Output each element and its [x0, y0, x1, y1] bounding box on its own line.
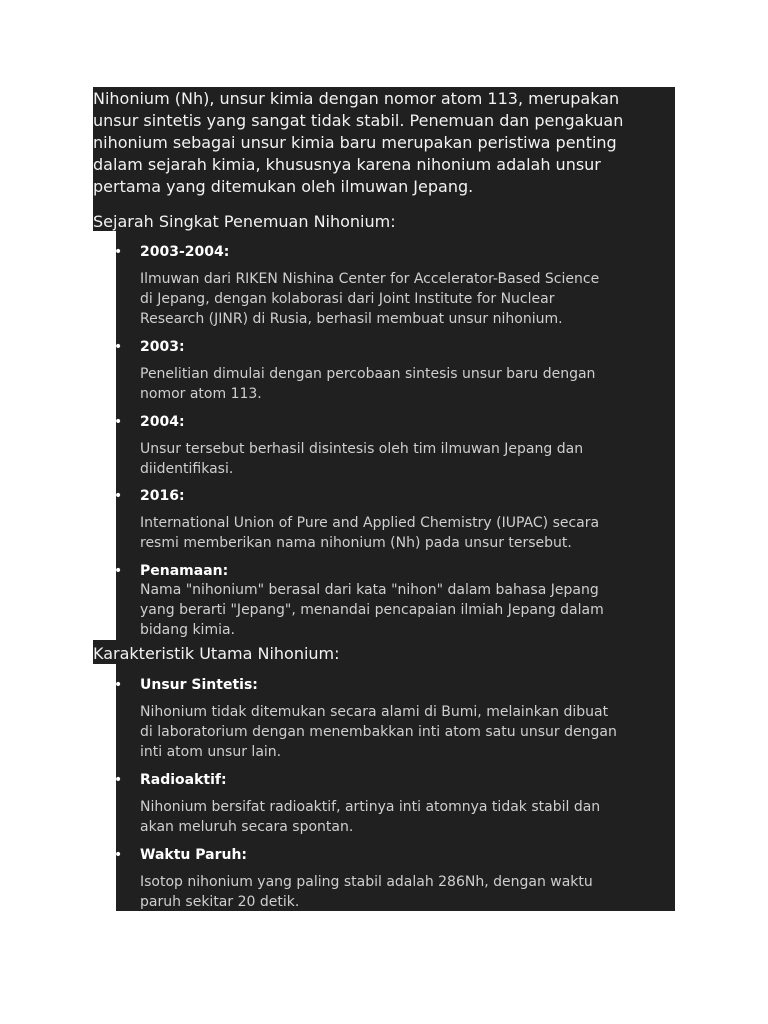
bullet: •: [114, 563, 123, 579]
bullet: •: [114, 244, 123, 260]
item-description: Unsur tersebut berhasil disintesis oleh tim ilmuwan Jepang dan: [140, 441, 584, 457]
intro-line: dalam sejarah kimia, khususnya karena nihonium adalah unsur: [93, 155, 601, 174]
item-description: inti atom unsur lain.: [140, 744, 282, 760]
item-description: Ilmuwan dari RIKEN Nishina Center for Accelerator-Based Science: [140, 271, 600, 287]
item-description: International Union of Pure and Applied Chemistry (IUPAC) secara: [140, 515, 600, 531]
intro-line: pertama yang ditemukan oleh ilmuwan Jepang.: [93, 177, 474, 196]
bullet: •: [114, 772, 123, 788]
item-description: nomor atom 113.: [140, 386, 262, 402]
item-term: Penamaan:: [140, 563, 229, 579]
item-description: Isotop nihonium yang paling stabil adalah 286Nh, dengan waktu: [140, 874, 593, 890]
intro-line: nihonium sebagai unsur kimia baru merupakan peristiwa penting: [93, 133, 617, 152]
intro-line: Nihonium (Nh), unsur kimia dengan nomor atom 113, merupakan: [93, 89, 620, 108]
item-description: diidentifikasi.: [140, 461, 234, 477]
item-description: Nama "nihonium" berasal dari kata "nihon" dalam bahasa Jepang: [140, 582, 599, 598]
item-term: 2003-2004:: [140, 244, 230, 260]
item-description: yang berarti "Jepang", menandai pencapaian ilmiah Jepang dalam: [140, 602, 604, 618]
item-description: di Jepang, dengan kolaborasi dari Joint Institute for Nuclear: [140, 291, 555, 307]
item-description: Research (JINR) di Rusia, berhasil membuat unsur nihonium.: [140, 311, 563, 327]
item-description: resmi memberikan nama nihonium (Nh) pada unsur tersebut.: [140, 535, 572, 551]
item-term: 2003:: [140, 339, 185, 355]
history-heading: Sejarah Singkat Penemuan Nihonium:: [93, 212, 396, 231]
item-term: 2004:: [140, 414, 185, 430]
item-description: akan meluruh secara spontan.: [140, 819, 354, 835]
item-description: bidang kimia.: [140, 622, 236, 638]
item-term: Waktu Paruh:: [140, 847, 248, 863]
bullet: •: [114, 847, 123, 863]
item-description: Nihonium bersifat radioaktif, artinya inti atomnya tidak stabil dan: [140, 799, 601, 815]
bullet: •: [114, 339, 123, 355]
bullet: •: [114, 414, 123, 430]
intro-line: unsur sintetis yang sangat tidak stabil. Penemuan dan pengakuan: [93, 111, 624, 130]
item-term: 2016:: [140, 488, 185, 504]
bullet: •: [114, 677, 123, 693]
item-description: Nihonium tidak ditemukan secara alami di Bumi, melainkan dibuat: [140, 704, 609, 720]
characteristics-heading: Karakteristik Utama Nihonium:: [93, 644, 340, 663]
item-term: Radioaktif:: [140, 772, 227, 788]
item-description: paruh sekitar 20 detik.: [140, 894, 300, 910]
item-description: Penelitian dimulai dengan percobaan sintesis unsur baru dengan: [140, 366, 596, 382]
item-description: di laboratorium dengan menembakkan inti atom satu unsur dengan: [140, 724, 617, 740]
bullet: •: [114, 488, 123, 504]
item-term: Unsur Sintetis:: [140, 677, 258, 693]
